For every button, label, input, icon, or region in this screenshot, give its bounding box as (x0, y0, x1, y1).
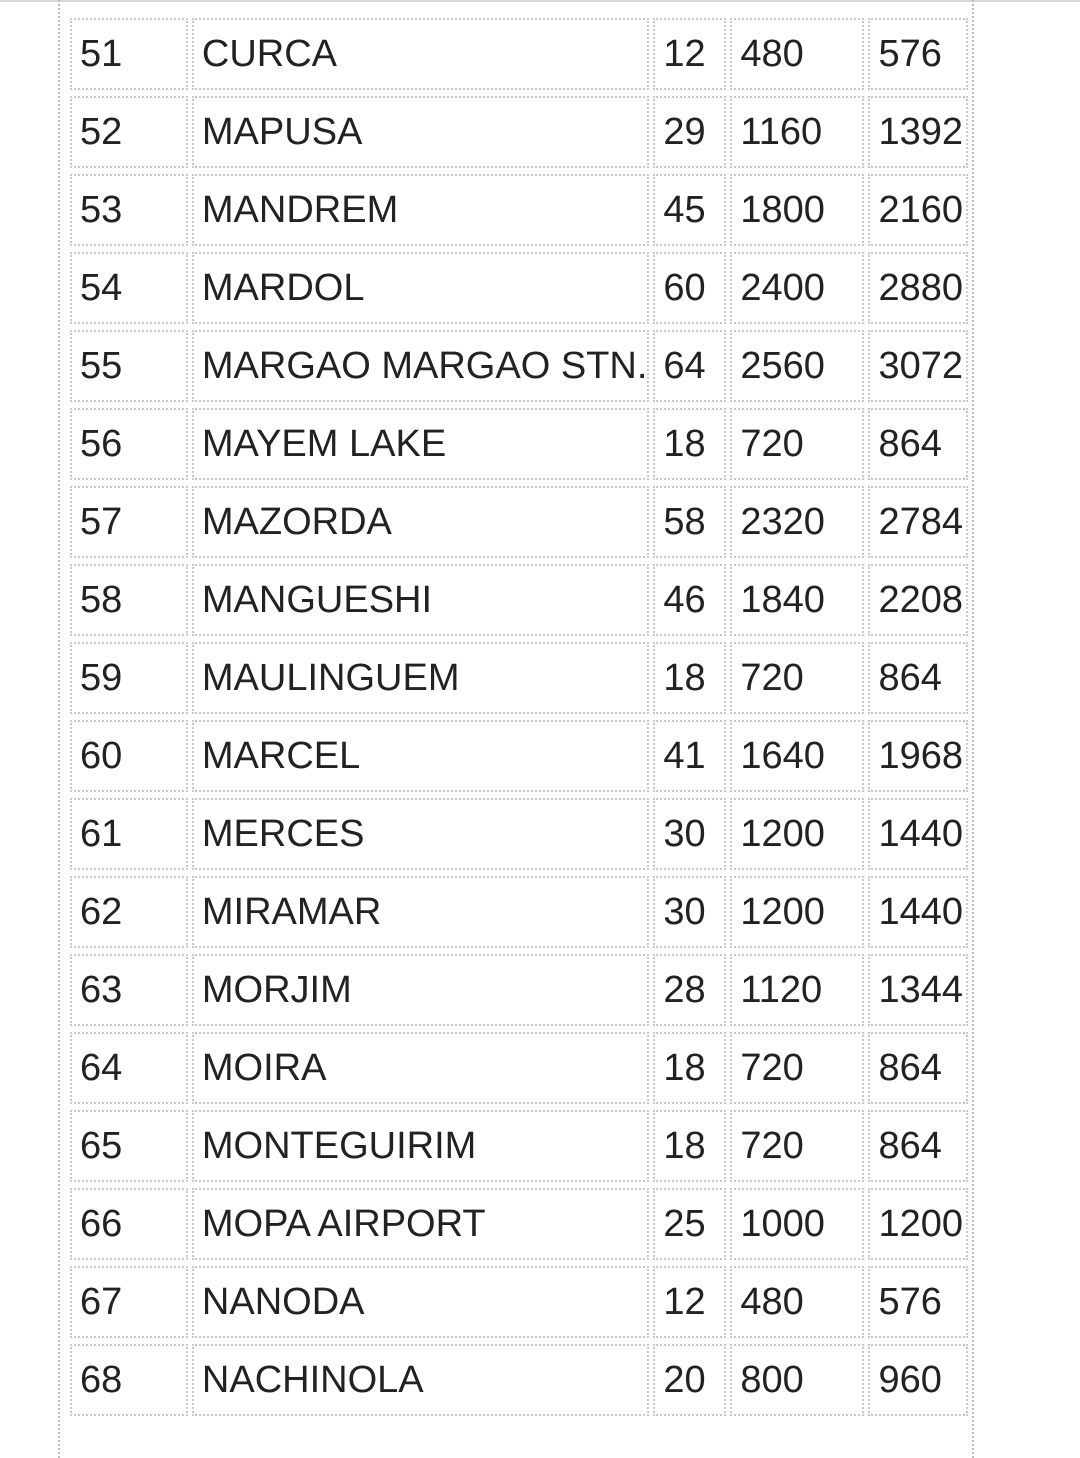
serial-number-cell: 61 (70, 798, 188, 870)
destination-cell: MONTEGUIRIM (192, 1110, 649, 1182)
fare-cell: 2560 (730, 330, 864, 402)
distance-cell: 18 (653, 1032, 726, 1104)
serial-number-cell: 54 (70, 252, 188, 324)
fare-alt-cell: 1440 (868, 876, 968, 948)
table-row (70, 954, 968, 1026)
fare-table (66, 12, 972, 1422)
fare-cell: 1200 (730, 798, 864, 870)
fare-alt-cell: 960 (868, 1344, 968, 1416)
destination-cell: MARGAO MARGAO STN. (192, 330, 649, 402)
distance-cell: 25 (653, 1188, 726, 1260)
table-row (70, 564, 968, 636)
fare-cell: 1200 (730, 876, 864, 948)
fare-alt-cell: 576 (868, 18, 968, 90)
fare-cell: 1120 (730, 954, 864, 1026)
fare-cell: 1840 (730, 564, 864, 636)
fare-cell: 720 (730, 1032, 864, 1104)
destination-cell: MANDREM (192, 174, 649, 246)
table-row (70, 1032, 968, 1104)
fare-alt-cell: 864 (868, 642, 968, 714)
table-row (70, 96, 968, 168)
destination-cell: NACHINOLA (192, 1344, 649, 1416)
fare-table-container (58, 0, 974, 1458)
distance-cell: 41 (653, 720, 726, 792)
fare-alt-cell: 2784 (868, 486, 968, 558)
destination-cell: MOIRA (192, 1032, 649, 1104)
serial-number-cell: 58 (70, 564, 188, 636)
fare-alt-cell: 1968 (868, 720, 968, 792)
distance-cell: 12 (653, 1266, 726, 1338)
table-row (70, 1188, 968, 1260)
fare-alt-cell: 1392 (868, 96, 968, 168)
distance-cell: 46 (653, 564, 726, 636)
distance-cell: 28 (653, 954, 726, 1026)
fare-alt-cell: 1200 (868, 1188, 968, 1260)
distance-cell: 30 (653, 876, 726, 948)
fare-cell: 2400 (730, 252, 864, 324)
serial-number-cell: 64 (70, 1032, 188, 1104)
serial-number-cell: 65 (70, 1110, 188, 1182)
table-row (70, 486, 968, 558)
table-row (70, 1266, 968, 1338)
serial-number-cell: 53 (70, 174, 188, 246)
distance-cell: 18 (653, 1110, 726, 1182)
fare-alt-cell: 1344 (868, 954, 968, 1026)
destination-cell: NANODA (192, 1266, 649, 1338)
serial-number-cell: 52 (70, 96, 188, 168)
table-row (70, 408, 968, 480)
fare-alt-cell: 1440 (868, 798, 968, 870)
distance-cell: 20 (653, 1344, 726, 1416)
destination-cell: MARDOL (192, 252, 649, 324)
table-row (70, 720, 968, 792)
fare-alt-cell: 864 (868, 1110, 968, 1182)
serial-number-cell: 56 (70, 408, 188, 480)
destination-cell: MARCEL (192, 720, 649, 792)
serial-number-cell: 57 (70, 486, 188, 558)
table-row (70, 642, 968, 714)
distance-cell: 18 (653, 408, 726, 480)
fare-alt-cell: 576 (868, 1266, 968, 1338)
serial-number-cell: 60 (70, 720, 188, 792)
fare-alt-cell: 2208 (868, 564, 968, 636)
serial-number-cell: 67 (70, 1266, 188, 1338)
distance-cell: 29 (653, 96, 726, 168)
destination-cell: MAPUSA (192, 96, 649, 168)
fare-cell: 480 (730, 1266, 864, 1338)
fare-cell: 720 (730, 642, 864, 714)
serial-number-cell: 63 (70, 954, 188, 1026)
table-row (70, 1344, 968, 1416)
fare-cell: 1000 (730, 1188, 864, 1260)
distance-cell: 12 (653, 18, 726, 90)
table-row (70, 252, 968, 324)
fare-alt-cell: 864 (868, 1032, 968, 1104)
distance-cell: 60 (653, 252, 726, 324)
fare-alt-cell: 864 (868, 408, 968, 480)
serial-number-cell: 66 (70, 1188, 188, 1260)
distance-cell: 30 (653, 798, 726, 870)
fare-cell: 1640 (730, 720, 864, 792)
fare-cell: 2320 (730, 486, 864, 558)
fare-cell: 800 (730, 1344, 864, 1416)
serial-number-cell: 68 (70, 1344, 188, 1416)
distance-cell: 64 (653, 330, 726, 402)
distance-cell: 45 (653, 174, 726, 246)
destination-cell: MORJIM (192, 954, 649, 1026)
table-row (70, 18, 968, 90)
fare-table-body (70, 18, 968, 1416)
table-row (70, 330, 968, 402)
destination-cell: MAZORDA (192, 486, 649, 558)
fare-cell: 480 (730, 18, 864, 90)
fare-alt-cell: 2160 (868, 174, 968, 246)
fare-cell: 720 (730, 408, 864, 480)
table-row (70, 174, 968, 246)
destination-cell: MERCES (192, 798, 649, 870)
destination-cell: MANGUESHI (192, 564, 649, 636)
fare-cell: 1800 (730, 174, 864, 246)
distance-cell: 18 (653, 642, 726, 714)
destination-cell: MIRAMAR (192, 876, 649, 948)
distance-cell: 58 (653, 486, 726, 558)
destination-cell: MOPA AIRPORT (192, 1188, 649, 1260)
table-row (70, 798, 968, 870)
destination-cell: MAYEM LAKE (192, 408, 649, 480)
destination-cell: MAULINGUEM (192, 642, 649, 714)
fare-alt-cell: 3072 (868, 330, 968, 402)
destination-cell: CURCA (192, 18, 649, 90)
serial-number-cell: 55 (70, 330, 188, 402)
table-row (70, 1110, 968, 1182)
serial-number-cell: 59 (70, 642, 188, 714)
serial-number-cell: 62 (70, 876, 188, 948)
fare-cell: 1160 (730, 96, 864, 168)
table-row (70, 876, 968, 948)
fare-alt-cell: 2880 (868, 252, 968, 324)
serial-number-cell: 51 (70, 18, 188, 90)
fare-cell: 720 (730, 1110, 864, 1182)
